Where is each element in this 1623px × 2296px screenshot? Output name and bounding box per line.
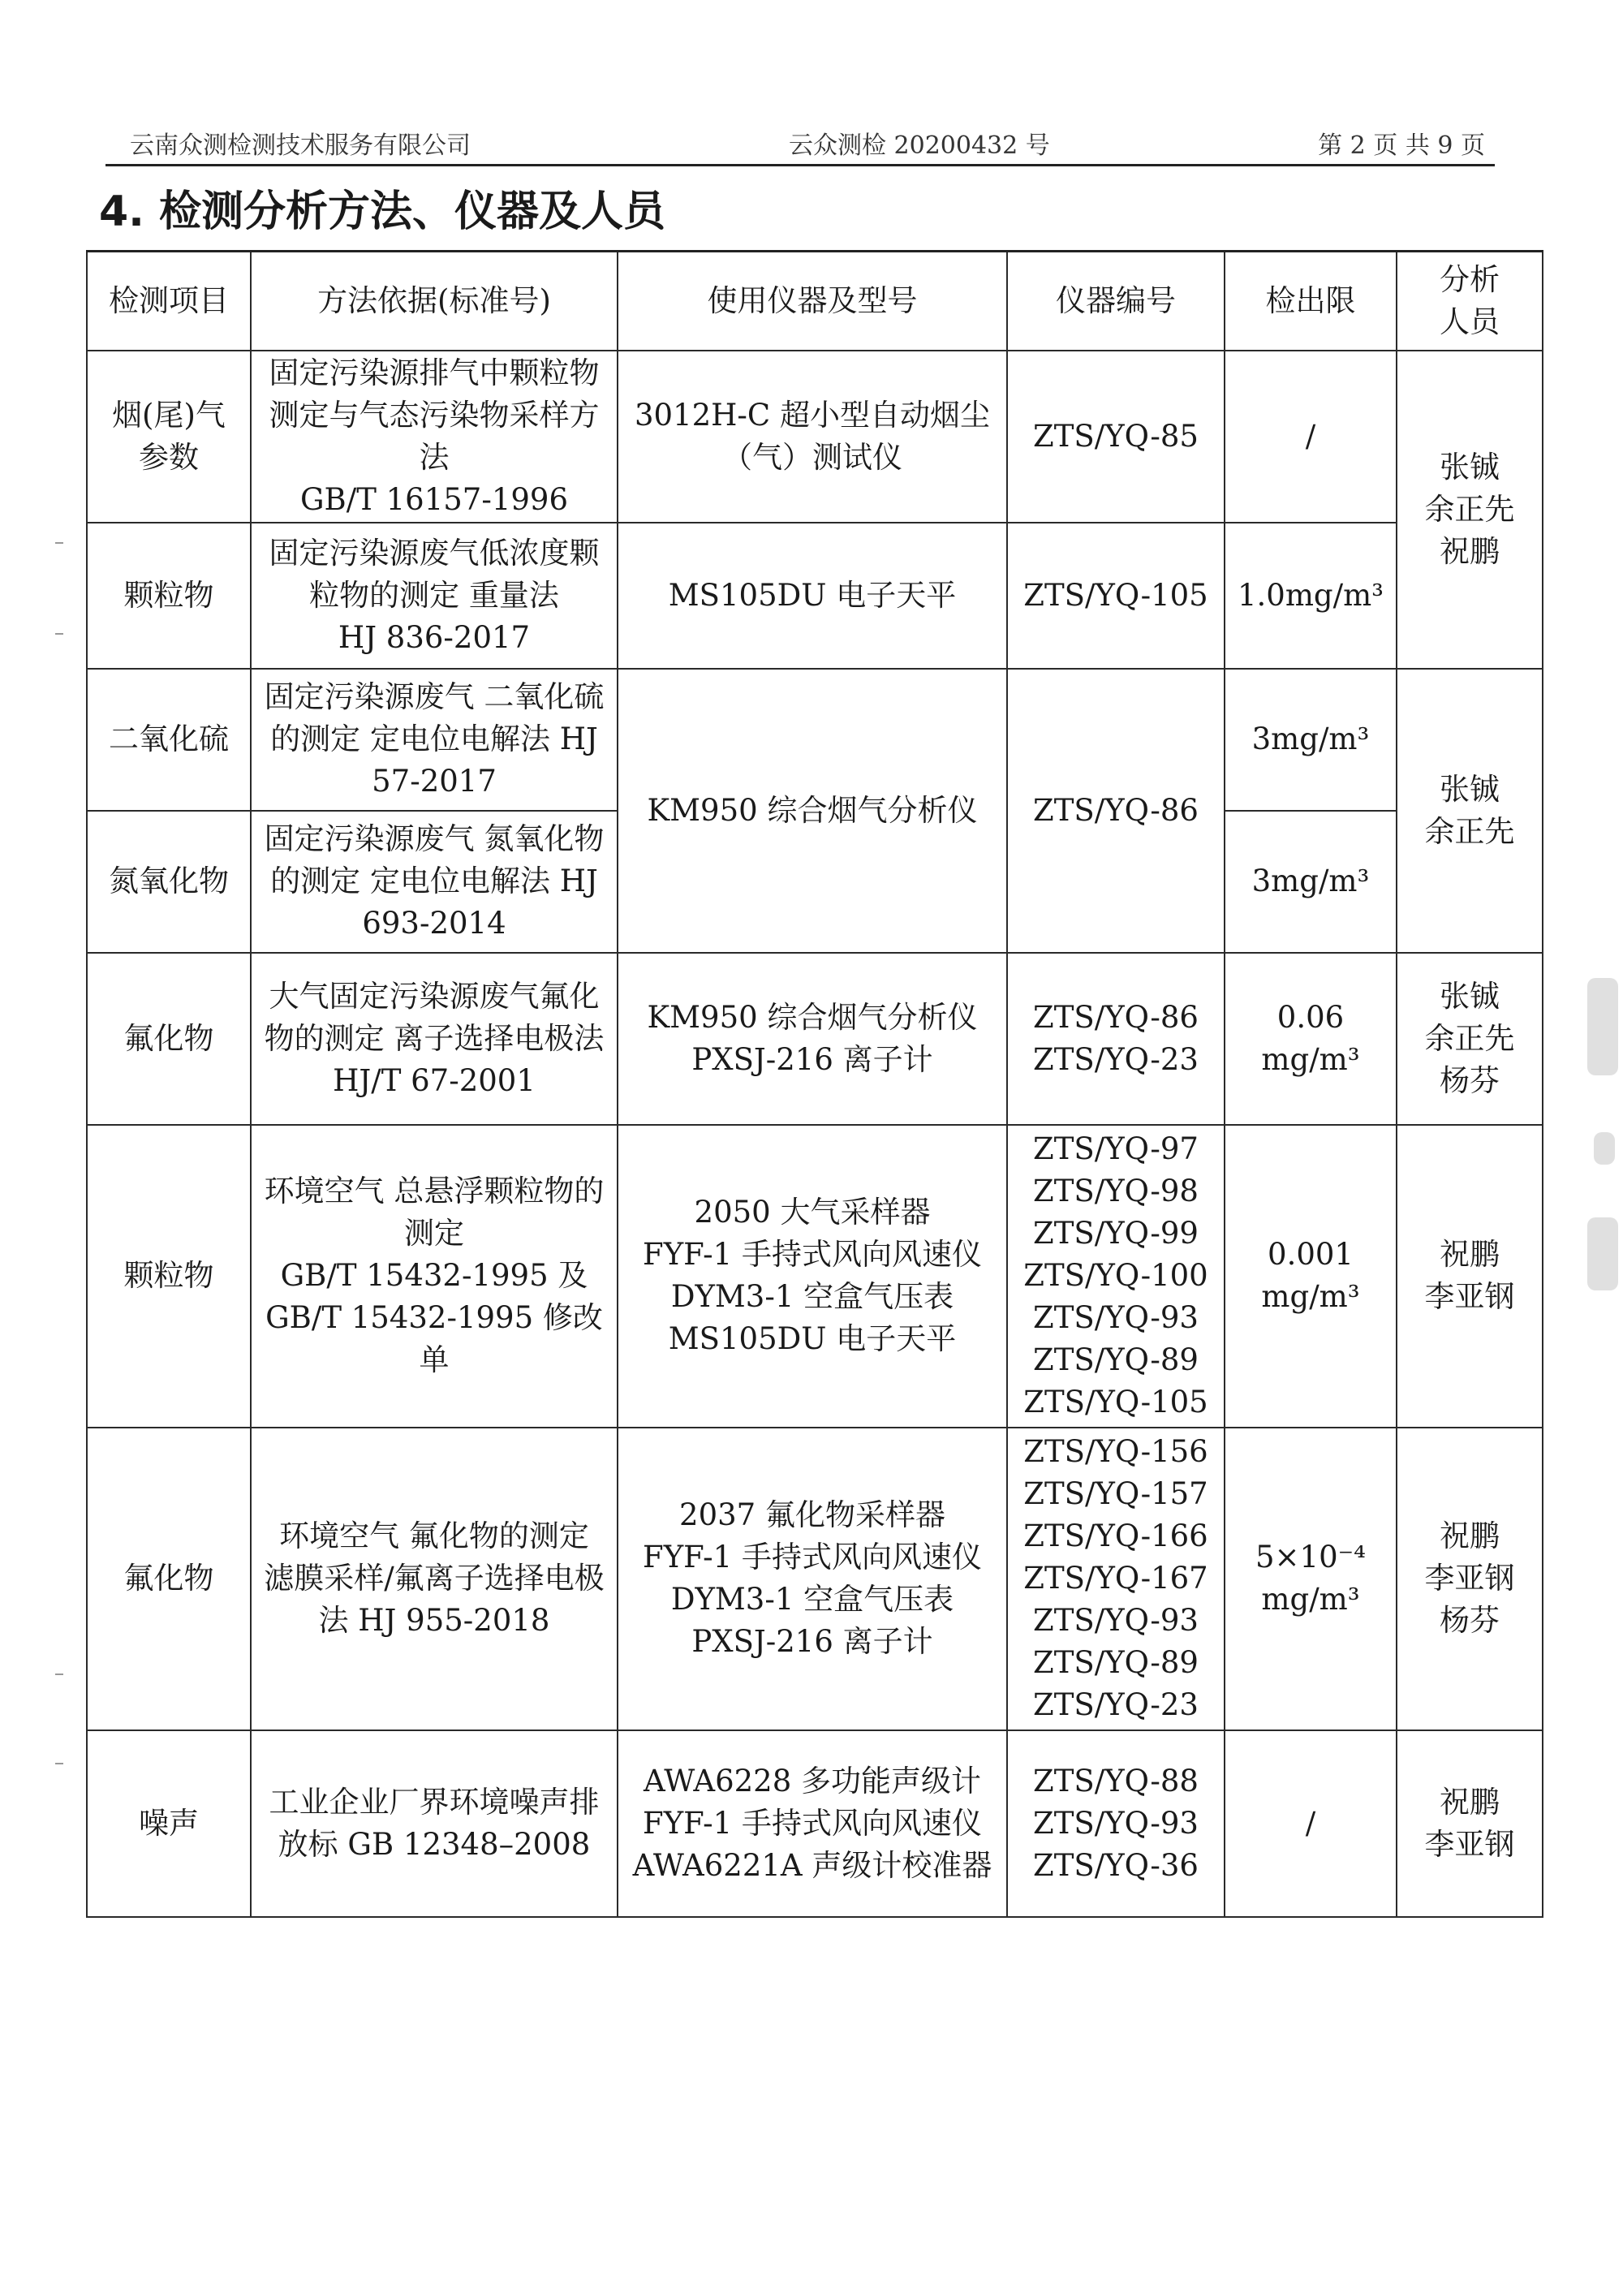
cell-staff: 祝鹏 李亚钢	[1397, 1730, 1543, 1917]
cell-limit: /	[1225, 1730, 1397, 1917]
cell-instrument: 3012H-C 超小型自动烟尘（气）测试仪	[618, 351, 1007, 523]
cell-method: 大气固定污染源废气氟化物的测定 离子选择电极法 HJ/T 67-2001	[251, 953, 618, 1125]
table-row	[87, 523, 1543, 669]
cell-method: 固定污染源排气中颗粒物测定与气态污染物采样方法 GB/T 16157-1996	[251, 351, 618, 523]
header-staff: 分析 人员	[1397, 252, 1543, 351]
methods-table	[86, 250, 1543, 1918]
binding-stamp-shadow	[1587, 1217, 1618, 1290]
scan-mark	[55, 1674, 63, 1675]
cell-limit: 0.001 mg/m³	[1225, 1125, 1397, 1428]
cell-instrument: KM950 综合烟气分析仪	[618, 669, 1007, 953]
cell-method: 工业企业厂界环境噪声排放标 GB 12348–2008	[251, 1730, 618, 1917]
binding-stamp-shadow	[1587, 978, 1618, 1075]
section-title: 4. 检测分析方法、仪器及人员	[99, 187, 666, 236]
cell-method: 环境空气 总悬浮颗粒物的测定 GB/T 15432-1995 及 GB/T 15432-1995 修改单	[251, 1125, 618, 1428]
cell-limit: 1.0mg/m³	[1225, 523, 1397, 669]
cell-staff: 张铖 余正先 祝鹏	[1397, 351, 1543, 669]
header-instrument: 使用仪器及型号	[618, 252, 1007, 351]
cell-number: ZTS/YQ-97 ZTS/YQ-98 ZTS/YQ-99 ZTS/YQ-100 ZTS/YQ-93 ZTS/YQ-89 ZTS/YQ-105	[1007, 1125, 1225, 1428]
table-row	[87, 1730, 1543, 1917]
cell-item: 噪声	[87, 1730, 251, 1917]
cell-method: 固定污染源废气 二氧化硫的测定 定电位电解法 HJ 57-2017	[251, 669, 618, 811]
table-row	[87, 1428, 1543, 1730]
cell-item: 氟化物	[87, 953, 251, 1125]
page-header	[130, 122, 1493, 159]
cell-method: 环境空气 氟化物的测定 滤膜采样/氟离子选择电极法 HJ 955-2018	[251, 1428, 618, 1730]
table-header-row	[87, 252, 1543, 351]
cell-number: ZTS/YQ-156 ZTS/YQ-157 ZTS/YQ-166 ZTS/YQ-167 ZTS/YQ-93 ZTS/YQ-89 ZTS/YQ-23	[1007, 1428, 1225, 1730]
cell-number: ZTS/YQ-86 ZTS/YQ-23	[1007, 953, 1225, 1125]
cell-instrument: 2037 氟化物采样器 FYF-1 手持式风向风速仪 DYM3-1 空盒气压表 PXSJ-216 离子计	[618, 1428, 1007, 1730]
header-method: 方法依据(标准号)	[251, 252, 618, 351]
scan-mark	[55, 633, 63, 635]
cell-number: ZTS/YQ-85	[1007, 351, 1225, 523]
scan-mark	[55, 542, 63, 544]
header-divider	[105, 164, 1495, 166]
cell-limit: 3mg/m³	[1225, 811, 1397, 953]
cell-instrument: MS105DU 电子天平	[618, 523, 1007, 669]
company-name: 云南众测检测技术服务有限公司	[130, 131, 471, 160]
cell-item: 颗粒物	[87, 523, 251, 669]
cell-item: 颗粒物	[87, 1125, 251, 1428]
cell-instrument: KM950 综合烟气分析仪 PXSJ-216 离子计	[618, 953, 1007, 1125]
cell-staff: 张铖 余正先	[1397, 669, 1543, 953]
table-row	[87, 669, 1543, 811]
cell-method: 固定污染源废气低浓度颗粒物的测定 重量法 HJ 836-2017	[251, 523, 618, 669]
binding-stamp-shadow	[1594, 1132, 1615, 1165]
table-row	[87, 1125, 1543, 1428]
scan-mark	[55, 1763, 63, 1764]
cell-staff: 祝鹏 李亚钢 杨芬	[1397, 1428, 1543, 1730]
cell-limit: /	[1225, 351, 1397, 523]
table-row	[87, 953, 1543, 1125]
cell-method: 固定污染源废气 氮氧化物的测定 定电位电解法 HJ 693-2014	[251, 811, 618, 953]
cell-item: 烟(尾)气 参数	[87, 351, 251, 523]
cell-instrument: 2050 大气采样器 FYF-1 手持式风向风速仪 DYM3-1 空盒气压表 MS105DU 电子天平	[618, 1125, 1007, 1428]
cell-instrument: AWA6228 多功能声级计 FYF-1 手持式风向风速仪 AWA6221A 声级计校准器	[618, 1730, 1007, 1917]
cell-limit: 3mg/m³	[1225, 669, 1397, 811]
cell-limit: 0.06 mg/m³	[1225, 953, 1397, 1125]
header-item: 检测项目	[87, 252, 251, 351]
header-limit: 检出限	[1225, 252, 1397, 351]
cell-limit: 5×10⁻⁴ mg/m³	[1225, 1428, 1397, 1730]
cell-number: ZTS/YQ-88 ZTS/YQ-93 ZTS/YQ-36	[1007, 1730, 1225, 1917]
table-row	[87, 351, 1543, 523]
cell-staff: 祝鹏 李亚钢	[1397, 1125, 1543, 1428]
cell-staff: 张铖 余正先 杨芬	[1397, 953, 1543, 1125]
cell-item: 氮氧化物	[87, 811, 251, 953]
header-number: 仪器编号	[1007, 252, 1225, 351]
cell-item: 二氧化硫	[87, 669, 251, 811]
cell-number: ZTS/YQ-105	[1007, 523, 1225, 669]
cell-number: ZTS/YQ-86	[1007, 669, 1225, 953]
report-number: 云众测检 20200432 号	[789, 131, 1050, 160]
cell-item: 氟化物	[87, 1428, 251, 1730]
page-number: 第 2 页 共 9 页	[1318, 131, 1485, 160]
